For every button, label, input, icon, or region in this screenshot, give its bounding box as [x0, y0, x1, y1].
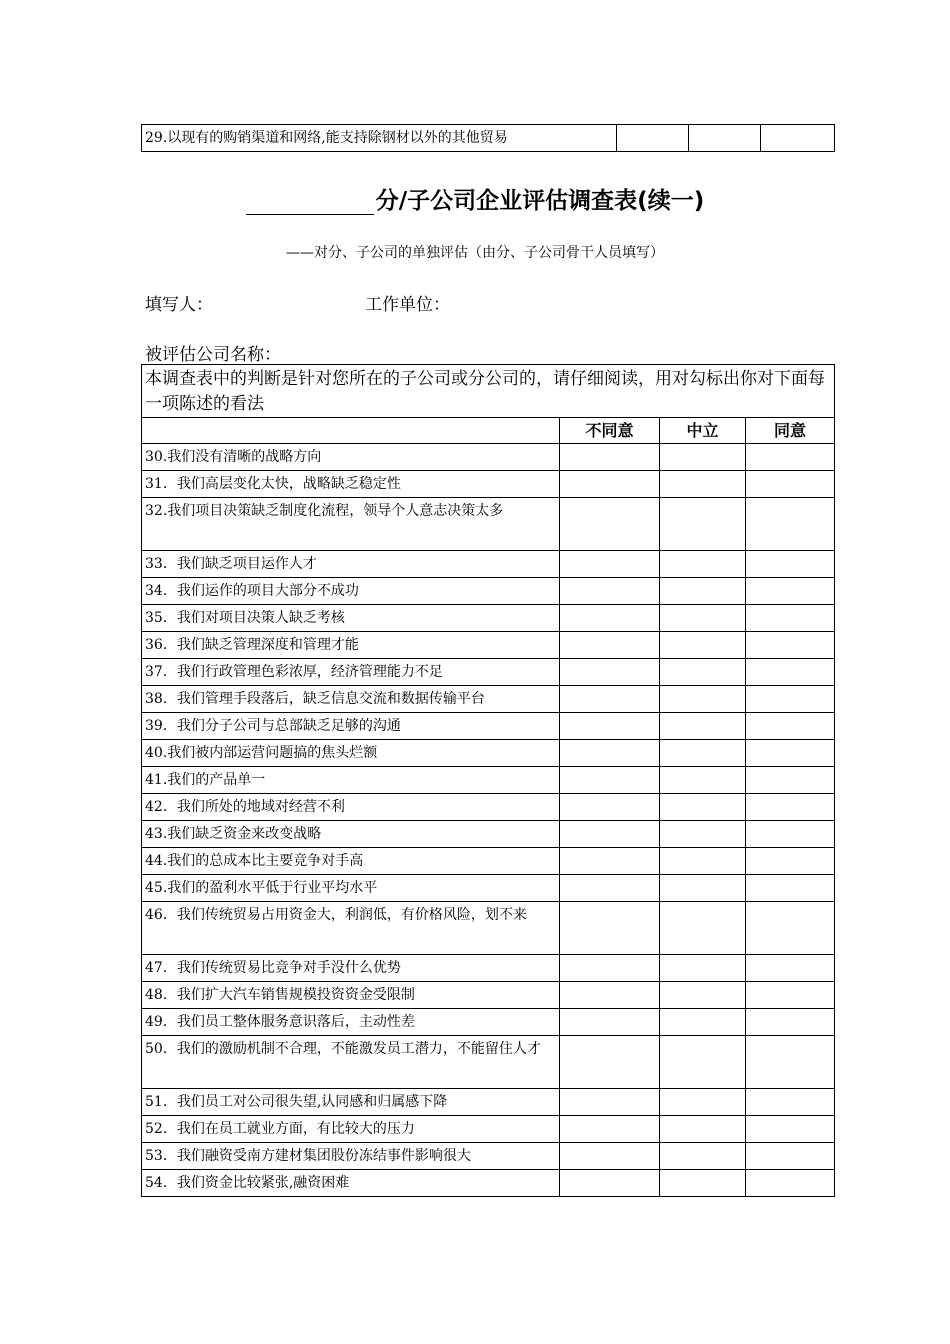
statement-cell: 45.我们的盈利水平低于行业平均水平 [142, 875, 560, 902]
table-row [142, 125, 835, 152]
table-row [142, 713, 835, 740]
checkbox-cell-agree[interactable] [746, 848, 835, 875]
checkbox-cell-agree[interactable] [746, 982, 835, 1009]
checkbox-cell-neutral[interactable] [660, 1089, 746, 1116]
statement-cell: 35．我们对项目决策人缺乏考核 [142, 605, 560, 632]
header-agree: 同意 [746, 418, 835, 444]
checkbox-cell-disagree[interactable] [560, 471, 660, 498]
statement-cell: 40.我们被内部运营问题搞的焦头烂额 [142, 740, 560, 767]
previous-section-table [141, 124, 835, 152]
checkbox-cell-disagree[interactable] [560, 498, 660, 551]
statement-cell: 30.我们没有清晰的战略方向 [142, 444, 560, 471]
statement-cell: 47．我们传统贸易比竞争对手没什么优势 [142, 955, 560, 982]
checkbox-cell-agree[interactable] [746, 605, 835, 632]
table-row [142, 1170, 835, 1197]
checkbox-cell-agree[interactable] [746, 1009, 835, 1036]
checkbox-cell-neutral[interactable] [660, 713, 746, 740]
table-row [142, 1036, 835, 1089]
checkbox-cell-agree[interactable] [746, 955, 835, 982]
checkbox-cell-neutral[interactable] [660, 498, 746, 551]
table-row [142, 1009, 835, 1036]
checkbox-cell-agree[interactable] [761, 125, 835, 152]
table-row [142, 982, 835, 1009]
table-row [142, 767, 835, 794]
instructions-row [142, 365, 835, 418]
checkbox-cell-neutral[interactable] [660, 551, 746, 578]
checkbox-cell-disagree[interactable] [560, 659, 660, 686]
statement-cell: 48．我们扩大汽车销售规模投资资金受限制 [142, 982, 560, 1009]
branch-name-blank[interactable] [246, 188, 374, 215]
survey-table [141, 364, 835, 1197]
checkbox-cell-disagree[interactable] [560, 982, 660, 1009]
table-row [142, 740, 835, 767]
checkbox-cell-agree[interactable] [746, 1170, 835, 1197]
checkbox-cell-agree[interactable] [746, 767, 835, 794]
title-text: 分/子公司企业评估调查表(续一) [375, 188, 705, 214]
page-title [0, 182, 950, 215]
checkbox-cell-disagree[interactable] [560, 875, 660, 902]
statement-cell: 52．我们在员工就业方面，有比较大的压力 [142, 1116, 560, 1143]
checkbox-cell-agree[interactable] [746, 740, 835, 767]
statement-cell: 32.我们项目决策缺乏制度化流程，领导个人意志决策太多 [142, 498, 560, 551]
checkbox-cell-agree[interactable] [746, 551, 835, 578]
checkbox-cell-disagree[interactable] [560, 821, 660, 848]
statement-cell: 53．我们融资受南方建材集团股份冻结事件影响很大 [142, 1143, 560, 1170]
checkbox-cell-disagree[interactable] [560, 713, 660, 740]
statement-cell: 50．我们的激励机制不合理，不能激发员工潜力，不能留住人才 [142, 1036, 560, 1089]
table-row [142, 632, 835, 659]
checkbox-cell-neutral[interactable] [660, 444, 746, 471]
checkbox-cell-neutral[interactable] [660, 1036, 746, 1089]
statement-cell: 42．我们所处的地域对经营不利 [142, 794, 560, 821]
checkbox-cell-disagree[interactable] [560, 1170, 660, 1197]
checkbox-cell-neutral[interactable] [660, 740, 746, 767]
filler-label: 填写人： [145, 295, 213, 315]
table-row [142, 578, 835, 605]
statement-cell: 38．我们管理手段落后，缺乏信息交流和数据传输平台 [142, 686, 560, 713]
checkbox-cell-disagree[interactable] [560, 605, 660, 632]
checkbox-cell-neutral[interactable] [660, 767, 746, 794]
checkbox-cell-disagree[interactable] [560, 578, 660, 605]
statement-cell: 54．我们资金比较紧张,融资困难 [142, 1170, 560, 1197]
table-row [142, 551, 835, 578]
table-row [142, 686, 835, 713]
checkbox-cell-agree[interactable] [746, 875, 835, 902]
checkbox-cell-neutral[interactable] [660, 848, 746, 875]
checkbox-cell-disagree[interactable] [560, 444, 660, 471]
checkbox-cell-disagree[interactable] [560, 848, 660, 875]
table-row [142, 1143, 835, 1170]
work-unit-label: 工作单位： [365, 295, 450, 315]
table-row [142, 848, 835, 875]
statement-cell: 39．我们分子公司与总部缺乏足够的沟通 [142, 713, 560, 740]
checkbox-cell-neutral[interactable] [689, 125, 761, 152]
statement-cell: 29.以现有的购销渠道和网络,能支持除钢材以外的其他贸易 [142, 125, 617, 152]
table-row [142, 1089, 835, 1116]
checkbox-cell-agree[interactable] [746, 498, 835, 551]
checkbox-cell-agree[interactable] [746, 713, 835, 740]
checkbox-cell-disagree[interactable] [560, 1143, 660, 1170]
table-row [142, 794, 835, 821]
checkbox-cell-agree[interactable] [746, 686, 835, 713]
checkbox-cell-neutral[interactable] [660, 821, 746, 848]
header-row [142, 418, 835, 444]
statement-cell: 34．我们运作的项目大部分不成功 [142, 578, 560, 605]
checkbox-cell-agree[interactable] [746, 821, 835, 848]
table-row [142, 902, 835, 955]
statement-cell: 46．我们传统贸易占用资金大，利润低，有价格风险，划不来 [142, 902, 560, 955]
checkbox-cell-neutral[interactable] [660, 605, 746, 632]
statement-cell: 36．我们缺乏管理深度和管理才能 [142, 632, 560, 659]
statement-cell: 33．我们缺乏项目运作人才 [142, 551, 560, 578]
evaluated-company-label: 被评估公司名称： [145, 345, 281, 365]
checkbox-cell-agree[interactable] [746, 1116, 835, 1143]
table-row [142, 605, 835, 632]
checkbox-cell-disagree[interactable] [560, 767, 660, 794]
checkbox-cell-neutral[interactable] [660, 659, 746, 686]
checkbox-cell-neutral[interactable] [660, 1116, 746, 1143]
checkbox-cell-agree[interactable] [746, 1036, 835, 1089]
checkbox-cell-disagree[interactable] [560, 551, 660, 578]
header-disagree: 不同意 [560, 418, 660, 444]
checkbox-cell-agree[interactable] [746, 794, 835, 821]
checkbox-cell-disagree[interactable] [560, 632, 660, 659]
checkbox-cell-agree[interactable] [746, 1089, 835, 1116]
checkbox-cell-neutral[interactable] [660, 1143, 746, 1170]
header-neutral: 中立 [660, 418, 746, 444]
checkbox-cell-agree[interactable] [746, 632, 835, 659]
checkbox-cell-agree[interactable] [746, 471, 835, 498]
checkbox-cell-neutral[interactable] [660, 1170, 746, 1197]
statement-cell: 51．我们员工对公司很失望,认同感和归属感下降 [142, 1089, 560, 1116]
checkbox-cell-neutral[interactable] [660, 632, 746, 659]
table-row [142, 471, 835, 498]
checkbox-cell-disagree[interactable] [560, 1009, 660, 1036]
checkbox-cell-agree[interactable] [746, 1143, 835, 1170]
page-subtitle: ——对分、子公司的单独评估（由分、子公司骨干人员填写） [286, 245, 664, 261]
checkbox-cell-disagree[interactable] [560, 1089, 660, 1116]
checkbox-cell-agree[interactable] [746, 902, 835, 955]
checkbox-cell-neutral[interactable] [660, 955, 746, 982]
table-row [142, 498, 835, 551]
checkbox-cell-disagree[interactable] [560, 1036, 660, 1089]
statement-cell: 41.我们的产品单一 [142, 767, 560, 794]
checkbox-cell-neutral[interactable] [660, 1009, 746, 1036]
checkbox-cell-neutral[interactable] [660, 794, 746, 821]
statement-cell: 37．我们行政管理色彩浓厚，经济管理能力不足 [142, 659, 560, 686]
statement-cell: 31．我们高层变化太快，战略缺乏稳定性 [142, 471, 560, 498]
checkbox-cell-neutral[interactable] [660, 902, 746, 955]
checkbox-cell-neutral[interactable] [660, 686, 746, 713]
checkbox-cell-agree[interactable] [746, 444, 835, 471]
checkbox-cell-neutral[interactable] [660, 578, 746, 605]
checkbox-cell-neutral[interactable] [660, 471, 746, 498]
checkbox-cell-agree[interactable] [746, 659, 835, 686]
checkbox-cell-disagree[interactable] [560, 686, 660, 713]
checkbox-cell-disagree[interactable] [560, 1116, 660, 1143]
checkbox-cell-disagree[interactable] [617, 125, 689, 152]
statement-cell: 44.我们的总成本比主要竞争对手高 [142, 848, 560, 875]
instructions-cell: 本调查表中的判断是针对您所在的子公司或分公司的，请仔细阅读，用对勾标出你对下面每一项陈述的看法 [142, 365, 835, 418]
checkbox-cell-agree[interactable] [746, 578, 835, 605]
table-row [142, 821, 835, 848]
checkbox-cell-disagree[interactable] [560, 794, 660, 821]
table-row [142, 1116, 835, 1143]
statement-cell: 43.我们缺乏资金来改变战略 [142, 821, 560, 848]
checkbox-cell-neutral[interactable] [660, 875, 746, 902]
header-statement-cell [142, 418, 560, 444]
table-row [142, 955, 835, 982]
table-row [142, 444, 835, 471]
checkbox-cell-disagree[interactable] [560, 740, 660, 767]
checkbox-cell-neutral[interactable] [660, 982, 746, 1009]
checkbox-cell-disagree[interactable] [560, 902, 660, 955]
checkbox-cell-disagree[interactable] [560, 955, 660, 982]
table-row [142, 659, 835, 686]
table-row [142, 875, 835, 902]
statement-cell: 49．我们员工整体服务意识落后，主动性差 [142, 1009, 560, 1036]
